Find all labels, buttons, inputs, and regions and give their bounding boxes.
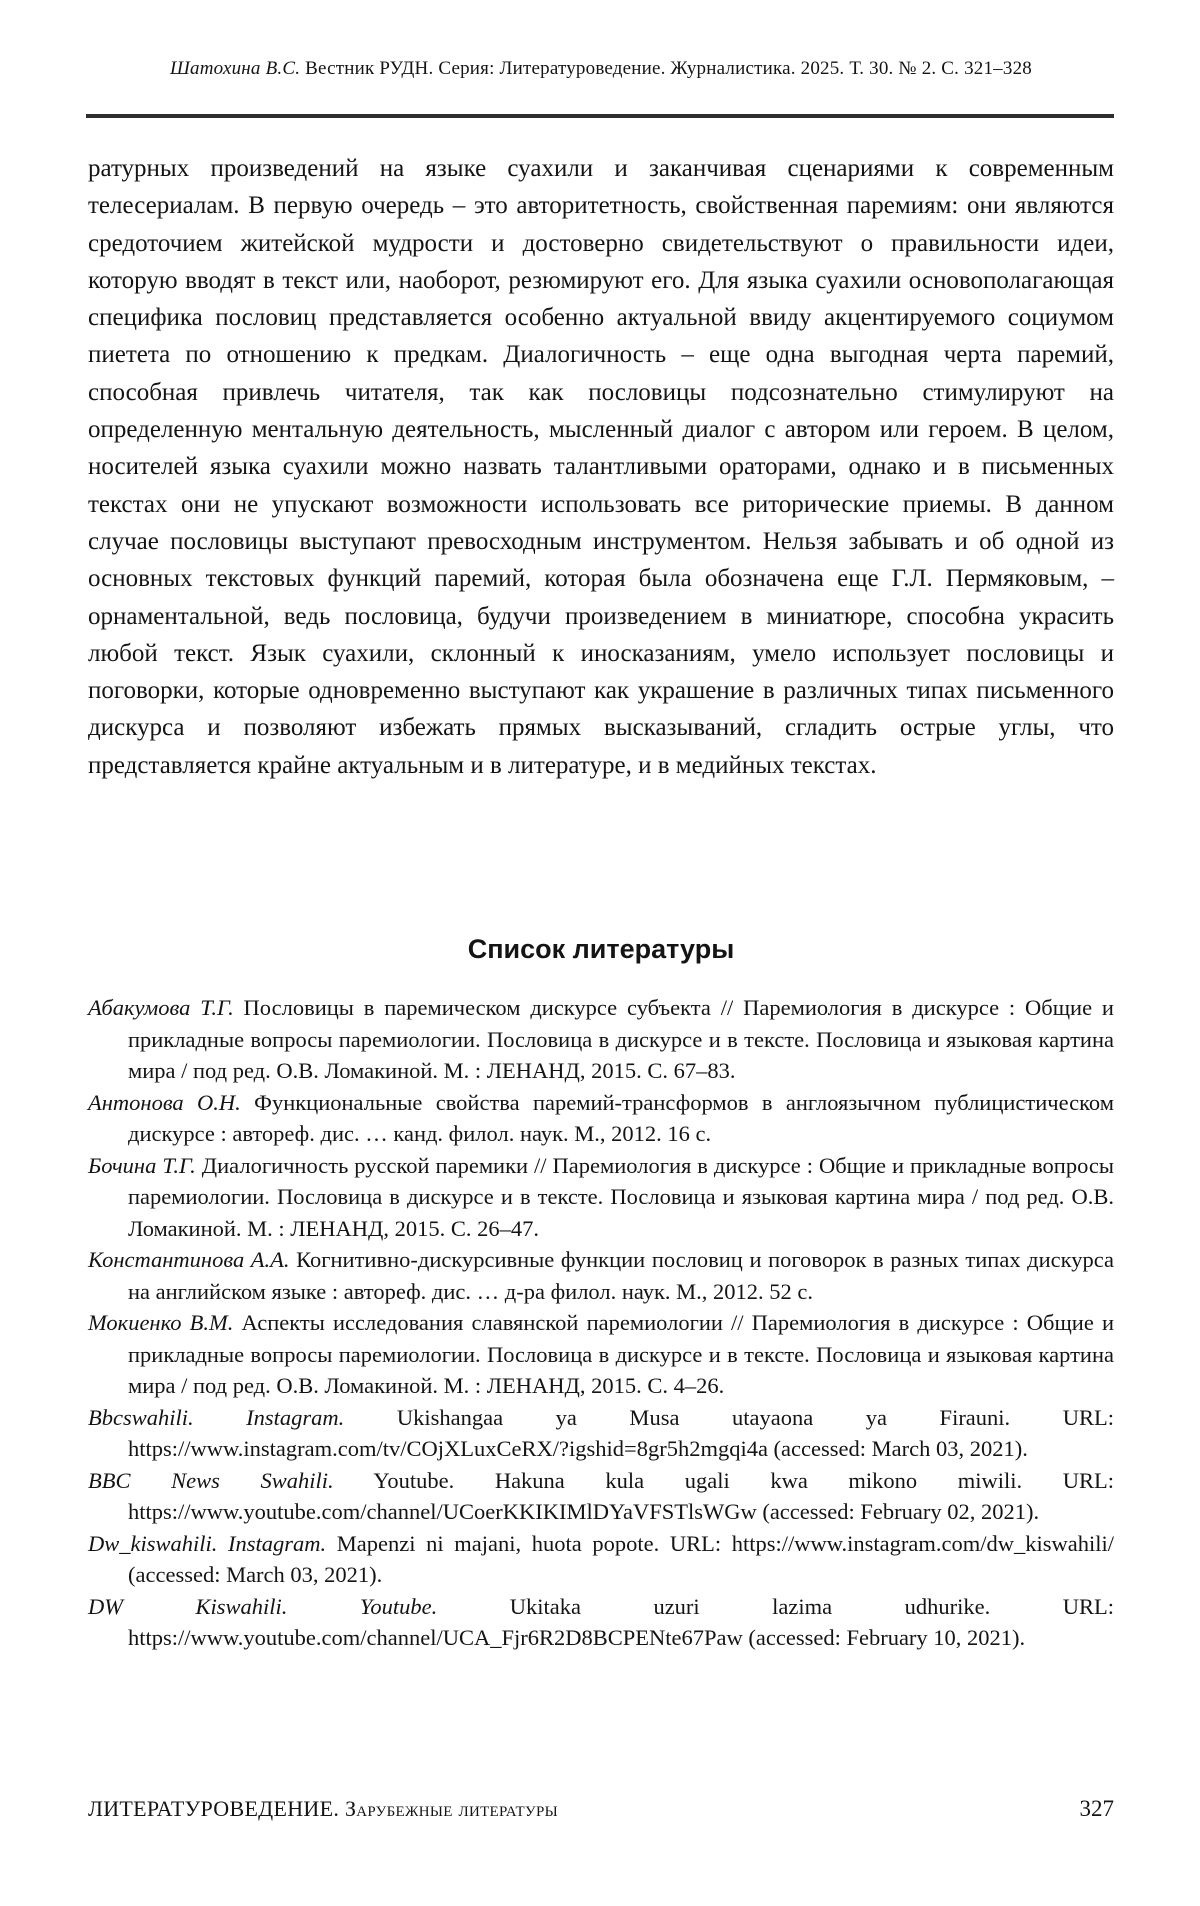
reference-text: Функциональные свойства паремий-трансформов в англоязычном публицистическом дискурсе : автореф. дис. … канд. филол. наук. М., 2012. 16 с. (128, 1089, 1114, 1146)
reference-author: Антонова О.Н. (88, 1089, 241, 1115)
reference-author: Константинова А.А. (88, 1247, 290, 1272)
header-rule (86, 114, 1114, 118)
reference-item (88, 1150, 1114, 1245)
reference-item (88, 1465, 1114, 1528)
reference-text: Youtube. Hakuna kula ugali kwa mikono miwili. URL: https://www.youtube.com/channel/UCoerKKIKIMlDYaVFSTlsWGw (accessed: February 02, 2021). (128, 1467, 1114, 1524)
footer-section-title (88, 1796, 558, 1822)
references-list (88, 992, 1114, 1654)
reference-item (88, 992, 1114, 1087)
footer-section-main: ЛИТЕРАТУРОВЕДЕНИЕ. (88, 1796, 340, 1821)
reference-item (88, 1591, 1114, 1654)
reference-item (88, 1402, 1114, 1465)
reference-author: Мокиенко В.М. (88, 1310, 234, 1335)
reference-author: DW Kiswahili. Youtube. (88, 1593, 438, 1619)
reference-text: Ukitaka uzuri lazima udhurike. URL: https://www.youtube.com/channel/UCA_Fjr6R2D8BCPENte67Paw (accessed: February 10, 2021). (128, 1593, 1115, 1650)
reference-text: Пословицы в паремическом дискурсе субъекта // Паремиология в дискурсе : Общие и прикладные вопросы паремиологии. Пословица в дискурсе и в тексте. Пословица и языковая картина мира / под ред. О.В. Ломакиной. М. : ЛЕНАНД, 2015. С. 67–83. (128, 995, 1114, 1083)
reference-author: Абакумова Т.Г. (88, 995, 234, 1020)
running-head-author: Шатохина В.С. (170, 58, 301, 79)
reference-item (88, 1528, 1114, 1591)
reference-author: Dw_kiswahili. Instagram. (88, 1530, 327, 1556)
article-paragraph: ратурных произведений на языке суахили и заканчивая сценариями к современным телесериалам. В первую очередь – это авторитетность, свойственная паремиям: они являются средоточием житейской мудрости и достоверно свидетельствуют о правильности идеи, которую вводят в текст или, наоборот, резюмируют его. Для языка суахили основополагающая специфика пословиц представляется особенно актуальной ввиду акцентируемого социумом пиетета по отношению к предкам. Диалогичность – еще одна выгодная черта паремий, способная привлечь читателя, так как пословицы подсознательно стимулируют на определенную ментальную деятельность, мысленный диалог с автором или героем. В целом, носителей языка суахили можно назвать талантливыми ораторами, однако и в письменных текстах они не упускают возможности использовать все риторические приемы. В данном случае пословицы выступают превосходным инструментом. Нельзя забывать и об одной из основных текстовых функций паремий, которая была обозначена еще Г.Л. Пермяковым, – орнаментальной, ведь пословица, будучи произведением в миниатюре, способна украсить любой текст. Язык суахили, склонный к иносказаниям, умело использует пословицы и поговорки, которые одновременно выступают как украшение в различных типах письменного дискурса и позволяют избежать прямых высказываний, сгладить острые углы, что представляется крайне актуальным и в литературе, и в медийных текстах. (88, 155, 1114, 779)
reference-item (88, 1307, 1114, 1402)
running-head-citation: Вестник РУДН. Серия: Литературоведение. Журналистика. 2025. Т. 30. № 2. С. 321–328 (300, 58, 1032, 79)
running-head (88, 58, 1114, 80)
reference-text: Диалогичность русской паремики // Паремиология в дискурсе : Общие и прикладные вопросы паремиологии. Пословица в дискурсе и в тексте. Пословица и языковая картина мира / под ред. О.В. Ломакиной. М. : ЛЕНАНД, 2015. С. 26–47. (128, 1152, 1114, 1241)
references-heading: Список литературы (467, 934, 735, 964)
reference-author: Бочина Т.Г. (88, 1152, 196, 1178)
footer-section-sub: Зарубежные литературы (344, 1796, 558, 1821)
page-footer (88, 1796, 1114, 1822)
reference-author: BBC News Swahili. (88, 1467, 334, 1493)
reference-item (88, 1244, 1114, 1307)
reference-text: Когнитивно-дискурсивные функции пословиц и поговорок в разных типах дискурса на английском языке : автореф. дис. … д-ра филол. наук. М., 2012. 52 с. (128, 1247, 1115, 1304)
reference-item (88, 1087, 1114, 1150)
reference-author: Bbcswahili. Instagram. (88, 1404, 345, 1430)
reference-text: Mapenzi ni majani, huota popote. URL: https://www.instagram.com/dw_kiswahili/ (accessed: March 03, 2021). (128, 1530, 1114, 1587)
page-number: 327 (1079, 1796, 1114, 1821)
reference-text: Ukishangaa ya Musa utayaona ya Firauni. URL: https://www.instagram.com/tv/COjXLuxCeRX/?igshid=8gr5h2mgqi4a (accessed: March 03, 2021). (128, 1404, 1114, 1461)
reference-text: Аспекты исследования славянской паремиологии // Паремиология в дискурсе : Общие и прикладные вопросы паремиологии. Пословица в дискурсе и в тексте. Пословица и языковая картина мира / под ред. О.В. Ломакиной. М. : ЛЕНАНД, 2015. С. 4–26. (128, 1310, 1114, 1398)
